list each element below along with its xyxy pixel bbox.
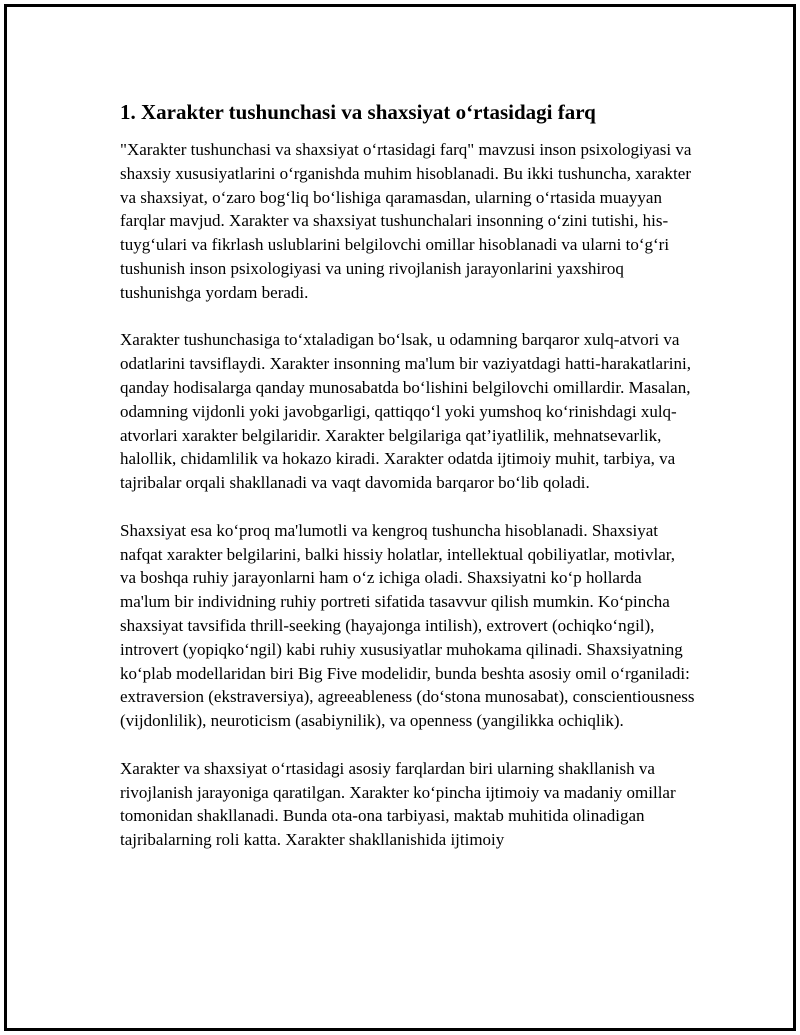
paragraph-3: Shaxsiyat esa ko‘proq ma'lumotli va kengroq tushuncha hisoblanadi. Shaxsiyat nafqat xarakter belgilarini, balki hissiy holatlar, intellektual qobiliyatlar, motivlar, va boshqa ruhiy jarayonlarni ham o‘z ichiga oladi. Shaxsiyatni ko‘p hollarda ma'lum bir individning ruhiy portreti sifatida tasavvur qilish mumkin. Ko‘pincha shaxsiyat tavsifida thrill-seeking (hayajonga intilish), extrovert (ochiqko‘ngil), introvert (yopiqko‘ngil) kabi ruhiy xususiyatlar muhokama qilinadi. Shaxsiyatning ko‘plab modellaridan biri Big Five modelidir, bunda beshta asosiy omil o‘rganiladi: extraversion (ekstraversiya), agreeableness (do‘stona munosabat), conscientiousness (vijdonlilik), neuroticism (asabiynilik), va openness (yangilikka ochiqlik).	[120, 520, 695, 731]
paragraph-2: Xarakter tushunchasiga to‘xtaladigan bo‘lsak, u odamning barqaror xulq-atvori va odatlarini tavsiflaydi. Xarakter insonning ma'lum bir vaziyatdagi hatti-harakatlarini, qanday hodisalarga qanday munosabatda bo‘lishini belgilovchi omillardir. Masalan, odamning vijdonli yoki javobgarligi, qattiqqo‘l yoki yumshoq ko‘rinishdagi xulq-atvorlari xarakter belgilaridir. Xarakter belgilariga qat’iyatlilik, mehnatsevarlik, halollik, chidamlilik va hokazo kiradi. Xarakter odatda ijtimoiy muhit, tarbiya, va tajribalar orqali shakllanadi va vaqt davomida barqaror bo‘lib qoladi.	[120, 330, 691, 493]
section-heading: 1. Xarakter tushunchasi va shaxsiyat o‘rtasidagi farq	[120, 100, 596, 124]
document-page	[4, 4, 796, 1031]
paragraph-1: "Xarakter tushunchasi va shaxsiyat o‘rtasidagi farq" mavzusi inson psixologiyasi va shaxsiy xususiyatlarini o‘rganishda muhim hisoblanadi. Bu ikki tushuncha, xarakter va shaxsiyat, o‘zaro bog‘liq bo‘lishiga qaramasdan, ularning o‘rtasida muayyan farqlar mavjud. Xarakter va shaxsiyat tushunchalari insonning o‘zini tutishi, his-tuyg‘ulari va fikrlash uslublarini belgilovchi omillar hisoblanadi va ularni to‘g‘ri tushunish inson psixologiyasi va uning rivojlanish jarayonlarini yaxshiroq tushunishga yordam beradi.	[120, 140, 692, 302]
paragraph-4: Xarakter va shaxsiyat o‘rtasidagi asosiy farqlardan biri ularning shakllanish va rivojlanish jarayoniga qaratilgan. Xarakter ko‘pincha ijtimoiy va madaniy omillar tomonidan shakllanadi. Bunda ota-ona tarbiyasi, maktab muhitida olinadigan tajribalarning roli katta. Xarakter shakllanishida ijtimoiy	[120, 758, 676, 850]
document-body	[120, 99, 695, 852]
